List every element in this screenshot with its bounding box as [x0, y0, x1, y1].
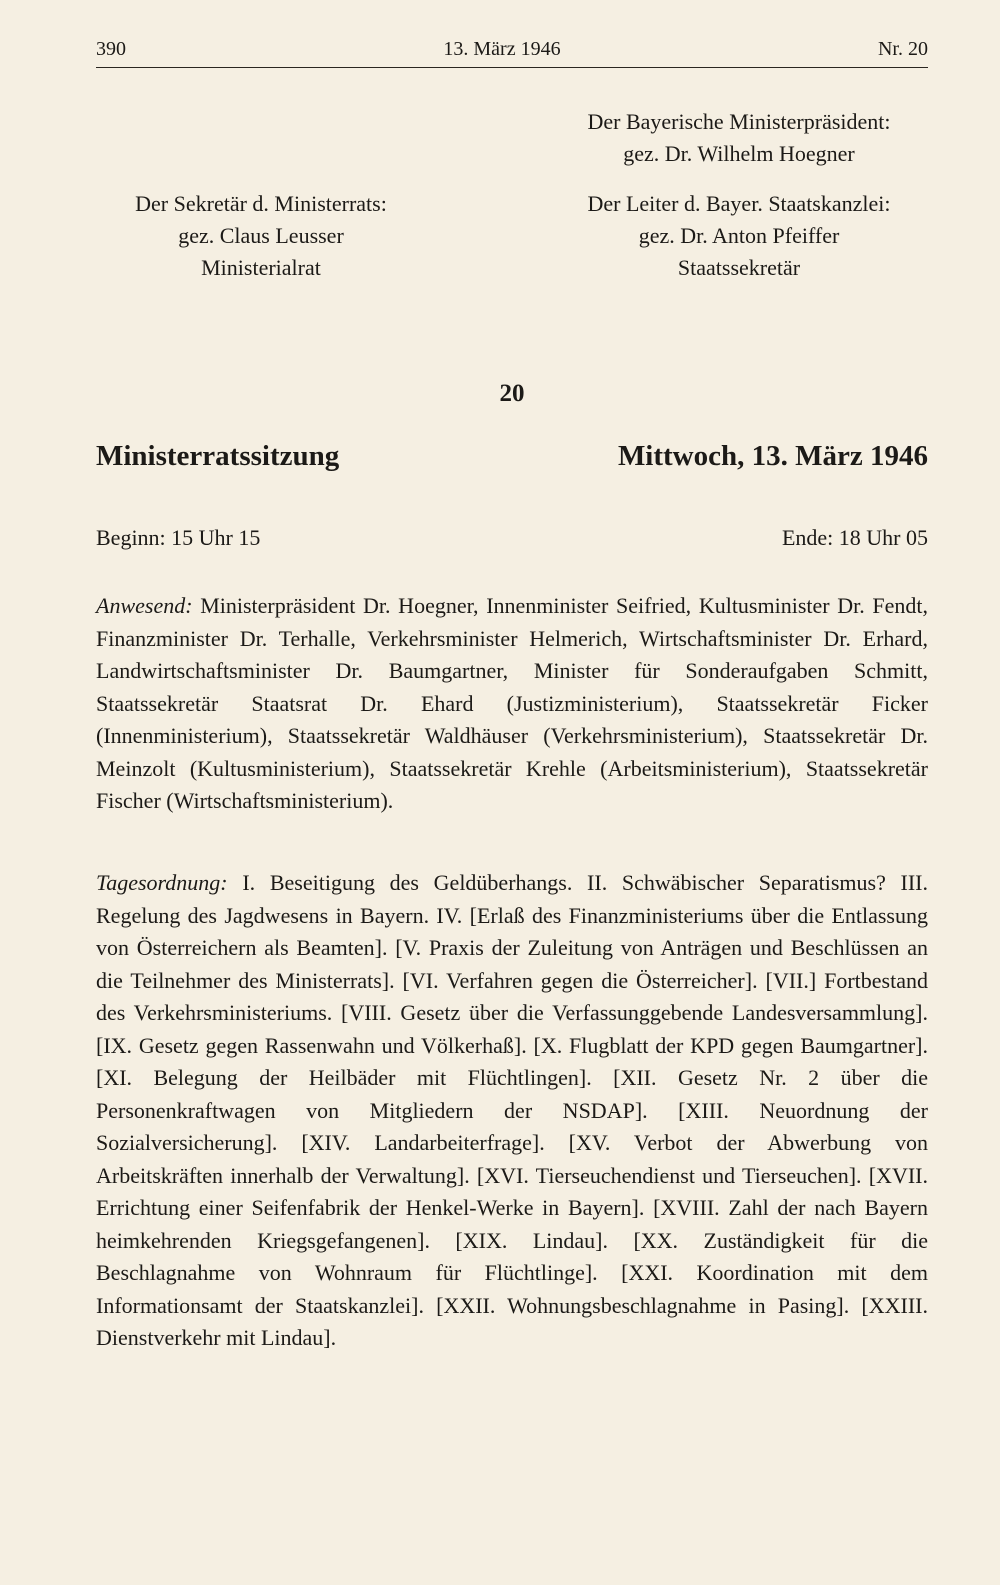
session-end: Ende: 18 Uhr 05 [781, 525, 928, 550]
chancellery-name: gez. Dr. Anton Pfeiffer [638, 223, 840, 248]
issue-number: Nr. 20 [877, 38, 928, 60]
signature-secretary [96, 188, 426, 284]
page-number: 390 [96, 38, 126, 60]
attendance-paragraph [96, 590, 928, 818]
secretary-title: Der Sekretär d. Ministerrats: [135, 191, 387, 216]
session-begin: Beginn: 15 Uhr 15 [96, 525, 261, 550]
agenda-paragraph [96, 867, 928, 1355]
agenda-label: Tagesordnung: [96, 870, 228, 895]
session-date: Mittwoch, 13. März 1946 [617, 440, 928, 472]
session-title: Ministerratssitzung [96, 440, 340, 472]
session-number: 20 [499, 380, 525, 407]
document-page [96, 38, 928, 68]
secretary-role: Ministerialrat [201, 255, 321, 280]
president-title: Der Bayerische Ministerpräsident: [587, 109, 891, 134]
session-heading [96, 440, 928, 473]
president-name: gez. Dr. Wilhelm Hoegner [623, 141, 855, 166]
chancellery-role: Staatssekretär [677, 255, 801, 280]
signature-president [549, 106, 929, 170]
agenda-text: I. Beseitigung des Geldüberhangs. II. Schwäbischer Separatismus? III. Regelung des Jagdwesens in Bayern. IV. [Erlaß des Finanzministeriums über die Entlassung von Österreichern als Beamten]. [V. Praxis der Zuleitung von Anträgen und Beschlüssen an die Teilnehmer des Ministerrats]. [VI. Verfahren gegen die Österreicher]. [VII.] Fortbestand des Verkehrsministeriums. [VIII. Gesetz über die Verfassunggebende Landesversammlung]. [IX. Gesetz gegen Rassenwahn und Völkerhaß]. [X. Flugblatt der KPD gegen Baumgartner]. [XI. Belegung der Heilbäder mit Flüchtlingen]. [XII. Gesetz Nr. 2 über die Personenkraftwagen von Mitgliedern der NSDAP]. [XIII. Neuordnung der Sozialversicherung]. [XIV. Landarbeiterfrage]. [XV. Verbot der Abwerbung von Arbeitskräften innerhalb der Verwaltung]. [XVI. Tierseuchendienst und Tierseuchen]. [XVII. Errichtung einer Seifenfabrik der Henkel-Werke in Bayern]. [XVIII. Zahl der nach Bayern heimkehrenden Kriegsgefangenen]. [XIX. Lindau]. [XX. Zuständigkeit für die Beschlagnahme von Wohnraum für Flüchtlinge]. [XXI. Koordination mit dem Informationsamt der Staatskanzlei]. [XXII. Wohnungsbeschlagnahme in Pasing]. [XXIII. Dienstverkehr mit Lindau]. [96, 870, 929, 1350]
running-header [96, 38, 928, 68]
attendance-label: Anwesend: [96, 593, 193, 618]
signature-chancellery [549, 188, 929, 284]
header-date: 13. März 1946 [443, 38, 561, 60]
attendance-text: Ministerpräsident Dr. Hoegner, Innenminister Seifried, Kultusminister Dr. Fendt, Finanzminister Dr. Terhalle, Verkehrsminister Helmerich, Wirtschaftsminister Dr. Erhard, Landwirtschaftsminister Dr. Baumgartner, Minister für Sonderaufgaben Schmitt, Staatssekretär Staatsrat Dr. Ehard (Justizministerium), Staatssekretär Ficker (Innenministerium), Staatssekretär Waldhäuser (Verkehrsministerium), Staatssekretär Dr. Meinzolt (Kultusministerium), Staatssekretär Krehle (Arbeitsministerium), Staatssekretär Fischer (Wirtschaftsministerium). [96, 593, 929, 813]
chancellery-title: Der Leiter d. Bayer. Staatskanzlei: [587, 191, 891, 216]
session-times [96, 525, 928, 551]
secretary-name: gez. Claus Leusser [178, 223, 344, 248]
